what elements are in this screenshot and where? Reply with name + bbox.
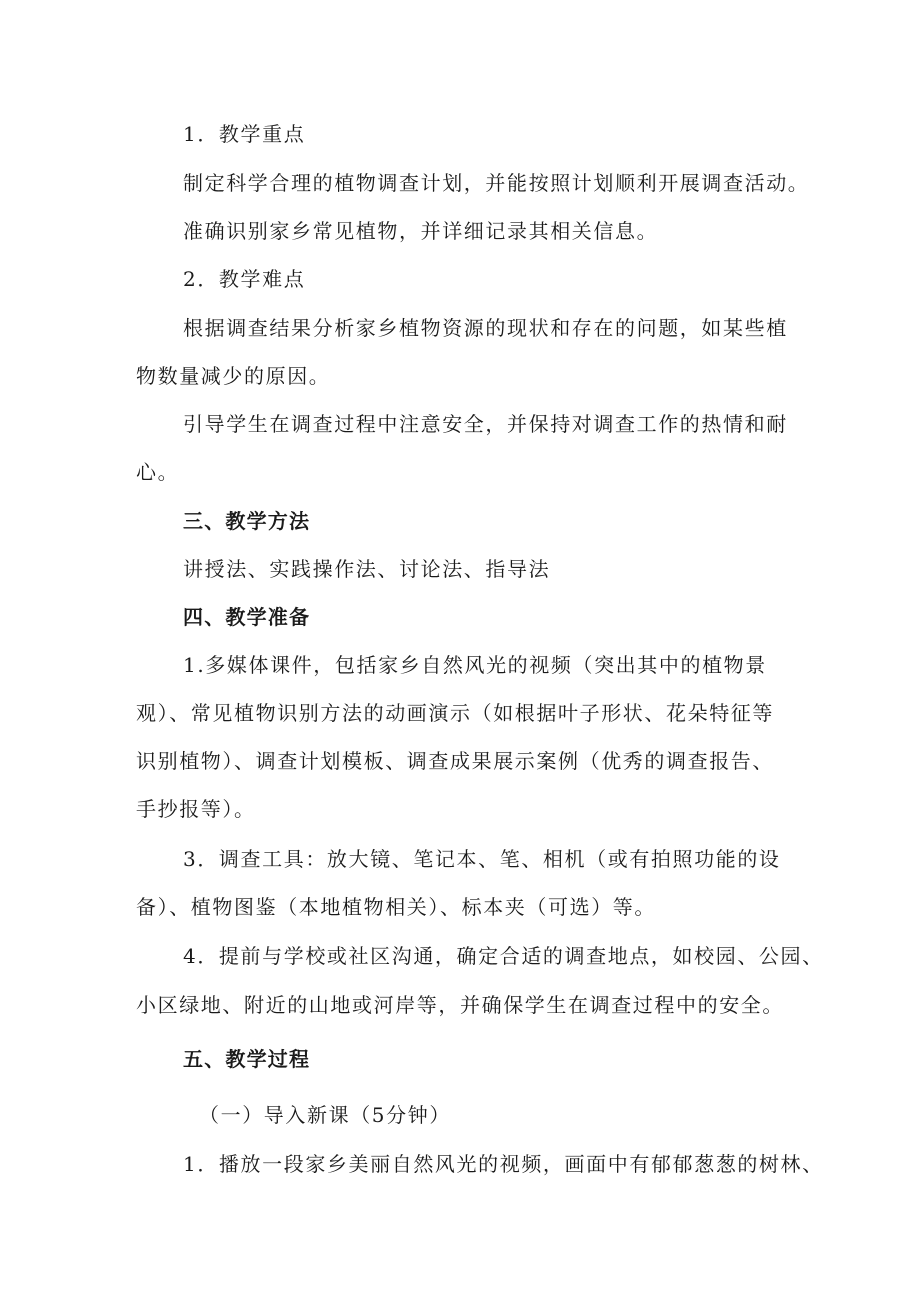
teaching-focus-item-1: 制定科学合理的植物调查计划，并能按照计划顺利开展调查活动。: [183, 171, 810, 195]
prep-item1-line2: 观）、常见植物识别方法的动画演示（如根据叶子形状、花朵特征等: [136, 701, 774, 725]
teaching-difficulty-para2-line1: 引导学生在调查过程中注意安全，并保持对调查工作的热情和耐: [183, 412, 788, 436]
prep-item3-line2: 备）、植物图鉴（本地植物相关）、标本夹（可选）等。: [136, 895, 656, 919]
prep-item1-line3: 识别植物）、调查计划模板、调查成果展示案例（优秀的调查报告、: [136, 749, 774, 773]
prep-item4-line1: 4．提前与学校或社区沟通，确定合适的调查地点，如校园、公园、: [183, 944, 824, 968]
process-item1-line1: 1．播放一段家乡美丽自然风光的视频，画面中有郁郁葱葱的树林、: [183, 1152, 824, 1176]
section-methods-title: 三、教学方法: [183, 509, 311, 533]
prep-item1-line4: 手抄报等）。: [136, 797, 256, 821]
section-prep-title: 四、教学准备: [183, 605, 311, 629]
teaching-difficulty-para1-line1: 根据调查结果分析家乡植物资源的现状和存在的问题，如某些植: [183, 316, 788, 340]
prep-item4-line2: 小区绿地、附近的山地或河岸等，并确保学生在调查过程中的安全。: [136, 993, 784, 1017]
teaching-difficulty-title: 2．教学难点: [183, 267, 306, 291]
teaching-focus-title: 1．教学重点: [183, 122, 306, 146]
section-process-title: 五、教学过程: [183, 1047, 311, 1071]
teaching-difficulty-para1-line2: 物数量减少的原因。: [136, 364, 331, 388]
prep-item1-line1: 1.多媒体课件，包括家乡自然风光的视频（突出其中的植物景: [183, 653, 767, 677]
prep-item3-line1: 3．调查工具：放大镜、笔记本、笔、相机（或有拍照功能的设: [183, 847, 781, 871]
section-methods-text: 讲授法、实践操作法、讨论法、指导法: [183, 557, 551, 581]
process-sub1-title: （一）导入新课（5分钟）: [199, 1103, 451, 1127]
teaching-difficulty-para2-line2: 心。: [136, 460, 180, 484]
teaching-focus-item-2: 准确识别家乡常见植物，并详细记录其相关信息。: [183, 219, 659, 243]
